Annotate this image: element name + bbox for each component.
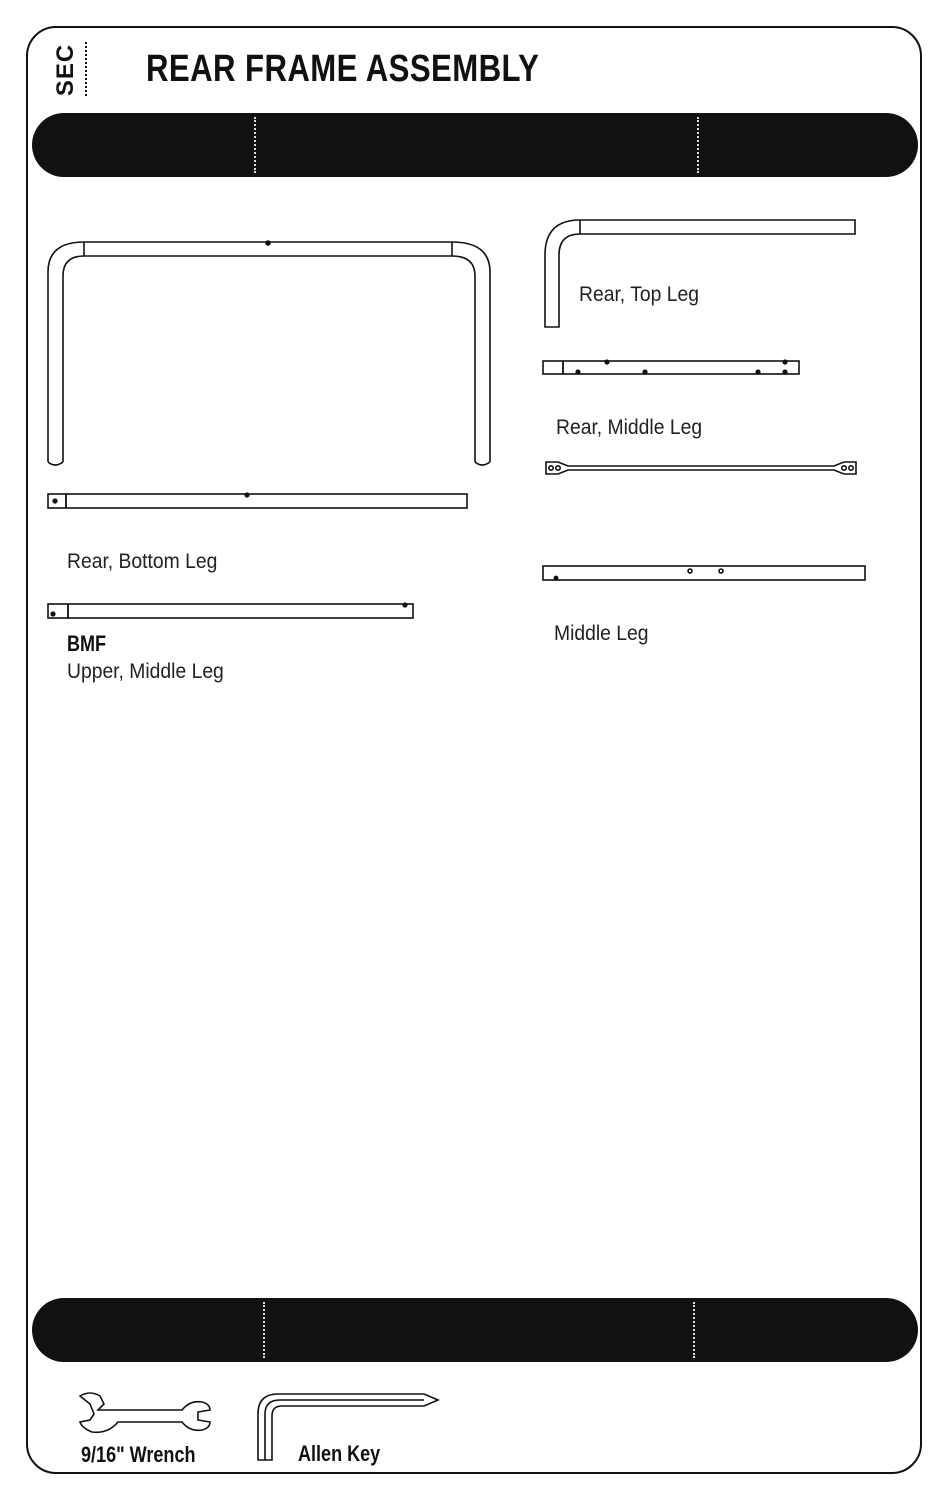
rear-top-leg-tube (545, 220, 855, 327)
rear-middle-leg-tube (543, 360, 799, 374)
rear-bottom-leg-tube (48, 493, 467, 508)
rear-frame-u-tube (48, 241, 490, 465)
page-title: REAR FRAME ASSEMBLY (146, 48, 540, 90)
footer-band-divider (693, 1302, 695, 1358)
section-label-text: SEC (52, 43, 80, 97)
rear-top-leg-label: Rear, Top Leg (579, 283, 699, 306)
brace-bar (546, 462, 856, 474)
footer-band-divider (263, 1302, 265, 1358)
upper-middle-leg-tube (48, 603, 413, 618)
rear-bottom-leg-label: Rear, Bottom Leg (67, 550, 218, 573)
upper-middle-leg-label: Upper, Middle Leg (67, 660, 224, 683)
allen-key-label: Allen Key (298, 1441, 381, 1466)
bmf-code: BMF (67, 631, 107, 656)
middle-leg-tube (543, 566, 865, 580)
footer-band (32, 1298, 918, 1362)
rear-middle-leg-label: Rear, Middle Leg (556, 416, 703, 439)
wrench-icon (80, 1393, 210, 1432)
middle-leg-label: Middle Leg (554, 622, 649, 645)
wrench-label: 9/16" Wrench (81, 1442, 196, 1467)
